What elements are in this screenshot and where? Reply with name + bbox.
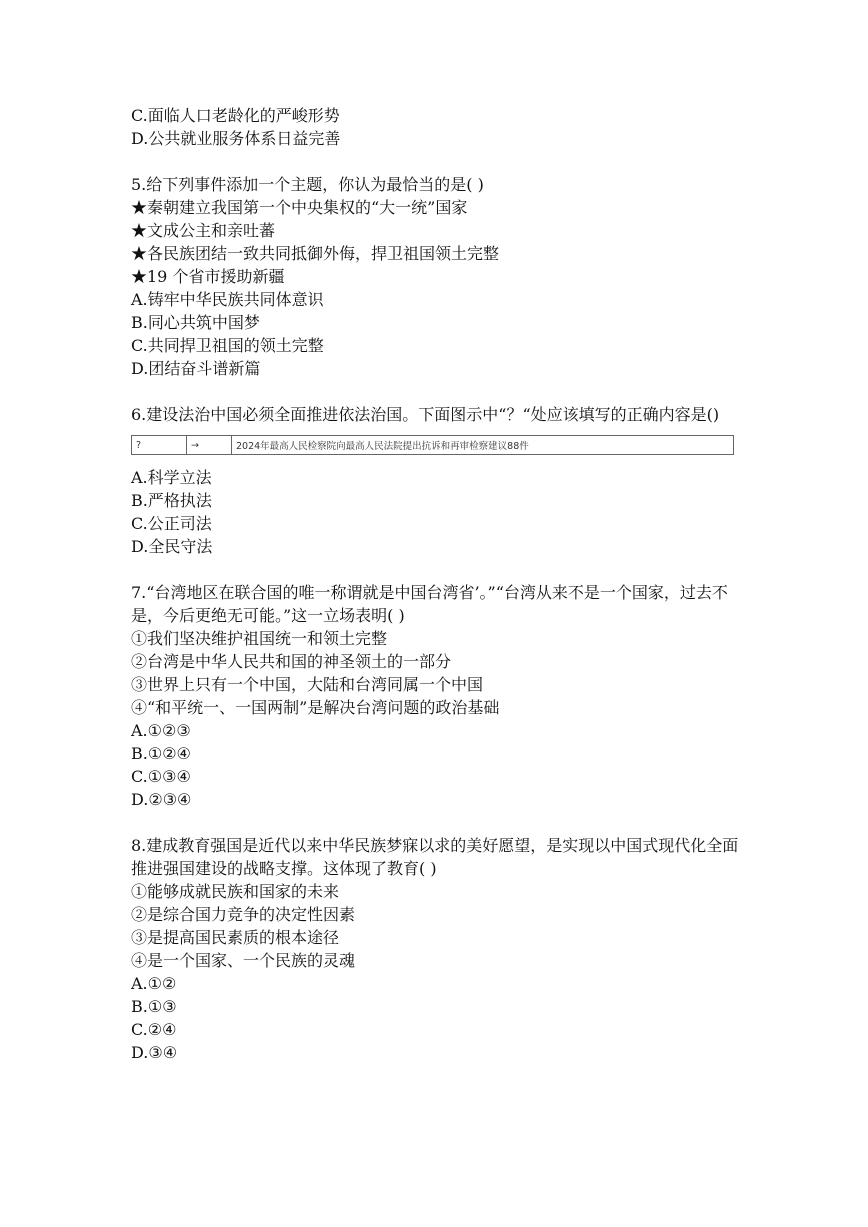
q8-statement-2: ②是综合国力竞争的决定性因素 [131,905,356,924]
q5-option-a: A.铸牢中华民族共同体意识 [131,290,324,309]
q4-option-d: D.公共就业服务体系日益完善 [131,129,341,148]
q8-option-d: D.③④ [131,1043,178,1062]
spacer [131,150,741,173]
q7-statement-1: ①我们坚决维护祖国统一和领土完整 [131,629,388,648]
q6-option-c: C.公正司法 [131,514,212,533]
q6-option-d: D.全民守法 [131,537,213,556]
spacer [131,558,741,581]
q7-statement-3: ③世界上只有一个中国，大陆和台湾同属一个中国 [131,675,484,694]
q7-option-a: A.①②③ [131,721,191,740]
figure-arrow-cell: → [187,436,232,454]
q7-option-d: D.②③④ [131,790,192,809]
q7-option-b: B.①②④ [131,744,191,763]
q4-option-c: C.面临人口老龄化的严峻形势 [131,106,340,125]
q8-statement-3: ③是提高国民素质的根本途径 [131,928,340,947]
q7-statement-2: ②台湾是中华人民共和国的神圣领土的一部分 [131,652,452,671]
q5-event-1: ★秦朝建立我国第一个中央集权的“大一统”国家 [131,198,468,217]
q5-event-4: ★19 个省市援助新疆 [131,267,285,286]
figure-unknown-cell: ? [132,436,187,454]
q5-option-d: D.团结奋斗谱新篇 [131,359,261,378]
q8-statement-4: ④是一个国家、一个民族的灵魂 [131,951,356,970]
q7-stem: 7.“台湾地区在联合国的唯一称谓就是中国台湾省’。”“台湾从来不是一个国家，过去不是，今后更绝无可能。”这一立场表明( ) [131,583,728,625]
q6-option-a: A.科学立法 [131,468,212,487]
figure-example-cell: 2024年最高人民检察院向最高人民法院提出抗诉和再审检察建议88件 [236,441,529,452]
q6-figure [131,435,734,455]
q5-option-c: C.共同捍卫祖国的领土完整 [131,336,324,355]
q5-option-b: B.同心共筑中国梦 [131,313,260,332]
q7-option-c: C.①③④ [131,767,191,786]
spacer [131,811,741,834]
q8-option-b: B.①③ [131,997,177,1016]
q5-event-2: ★文成公主和亲吐蕃 [131,221,276,240]
spacer [131,380,741,403]
q6-option-b: B.严格执法 [131,491,212,510]
q5-stem: 5.给下列事件添加一个主题，你认为最恰当的是( ) [131,175,484,194]
q8-option-a: A.①② [131,974,177,993]
q5-event-3: ★各民族团结一致共同抵御外侮，捍卫祖国领土完整 [131,244,500,263]
q6-stem: 6.建设法治中国必须全面推进依法治国。下面图示中“？“处应该填写的正确内容是() [131,405,720,424]
q8-stem: 8.建成教育强国是近代以来中华民族梦寐以求的美好愿望，是实现以中国式现代化全面推进强国建设的战略支撑。这体现了教育( ) [131,836,739,878]
document-page [131,104,741,1064]
q8-option-c: C.②④ [131,1020,177,1039]
q7-statement-4: ④“和平统一、一国两制”是解决台湾问题的政治基础 [131,698,500,717]
q8-statement-1: ①能够成就民族和国家的未来 [131,882,340,901]
